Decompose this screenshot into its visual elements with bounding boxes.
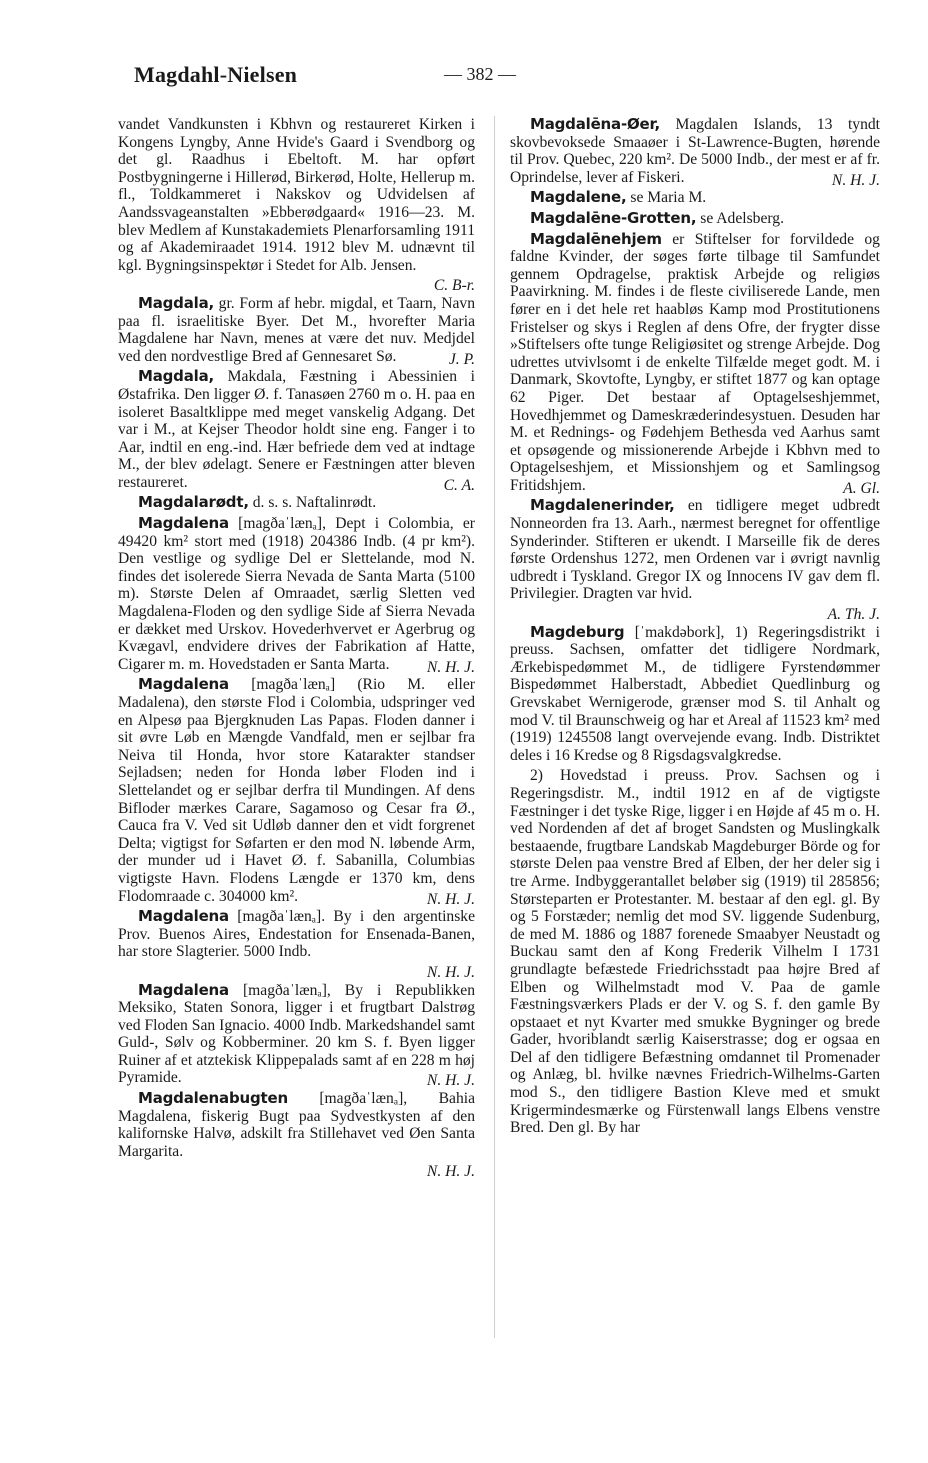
entry-magdalena-mexico: Magdalena [magðaˈlænₐ], By i Republikken Meksiko, Staten Sonora, ligger i et frugtbart Dalstrøg ved Floden San Ignacio. 4000 Indb. Markedshandel samt Guld-, Sølv og Kobberminer. 20 km S. f. Byen ligger Ruiner af et atztekisk Klippepalads samt af en 228 m høj Pyramide. [118, 980, 475, 1087]
signature: A. Th. J. [827, 606, 880, 624]
headword: Magdala, [138, 293, 215, 312]
entry-magdalenabugten: Magdalenabugten [magðaˈlænₐ], Bahia Magdalena, fiskerig Bugt paa Sydvestkysten af den kalifornske Halvø, adskilt fra Stillehavet ved Øen Santa Margarita. [118, 1089, 475, 1160]
headword: Magdalēnehjem [530, 229, 662, 248]
entry-magdalarodt: Magdalarødt, d. s. s. Naftalinrødt. [138, 493, 377, 512]
entry-magdala-1: Magdala, gr. Form af hebr. migdal, et Taarn, Navn paa fl. israelitiske Byer. Det M., hvorefter Maria Magdalene har Navn, menes at være det nuv. Medjdel ved den nordvestlige Bred af Gennesaret Sø. [118, 293, 475, 365]
entry-magdeburg: Magdeburg [ˈmakdəbork], 1) Regeringsdistrikt i preuss. Sachsen, omfatter det tidligere Nordmark, Ærkebispedømmet M., de tidligere Fyrstendømmer Bispedømmet Halberstadt, Abbediet Quedlinburg og Grevskabet Wernigerode, grænser mod S. til Anhalt og mod V. til Braunschweig og har et Areal af 11523 km² med (1919) 1245508 langt overvejende evang. Indb. Distriktet deles i 16 Kredse og 8 Rigsdagsvalgkredse. [510, 622, 880, 764]
entry-magdalena-oer: Magdalēna-Øer, Magdalen Islands, 13 tyndt skovbevoksede Smaaøer i St-Lawrence-Bugten, hørende til Prov. Quebec, 220 km². De 5000 Indb., der mest er af fr. Oprindelse, lever af Fiskeri. [510, 115, 880, 186]
headword: Magdalene, [530, 188, 627, 207]
headword: Magdalenabugten [138, 1089, 288, 1108]
entry-magdalene-grotten: Magdalēne-Grotten, se Adelsberg. [530, 208, 784, 227]
headword: Magdalēne-Grotten, [530, 208, 697, 227]
entry-continuation: vandet Vandkunsten i Kbhvn og restaureret Kirken i Kongens Lyngby, Anne Hvide's Gaard i Svendborg og det gl. Raadhus i Ebeltoft. M. har opført Postbygningerne i Hillerød, Birkerød, Holte, Hellerup m. fl., Toldkammeret i Nakskov og Udvidelsen af Aandssvageanstalten »Ebberødgaard« 1916—23. M. blev Medlem af Kunstakademiets Plenarforsamling 1911 og af Akademiraadet 1914. 1912 blev M. udnævnt til kgl. Bygningsinspektør i Stedet for Alb. Jensen. [118, 116, 475, 274]
signature: N. H. J. [426, 1163, 475, 1181]
signature: N. H. J. [426, 890, 475, 908]
signature: N. H. J. [426, 963, 475, 981]
headword: Magdala, [138, 367, 215, 386]
signature: C. A. [443, 476, 475, 494]
signature: N. H. J. [426, 658, 475, 676]
entry-magdalena-dept: Magdalena [magðaˈlænₐ], Dept i Colombia, er 49420 km² stort med (1918) 204386 Indb. (4 pr km²). Den vestlige og sydlige Del er Slettelande, mod N. findes det isolerede Sierra Nevada de Santa Marta (5100 m). Største Delen af Omraadet, særlig Sletten ved Magdalena-Floden og den sydlige Side af Sierra Nevada er dækket med Urskov. Hovederhvervet er Agerbrug og Kvægavl, endvidere drives der Fabrikation af Hatte, Cigarer m. m. Hovedstaden er Santa Marta. [118, 514, 475, 673]
headword: Magdalena [138, 514, 229, 533]
signature: A. Gl. [843, 479, 880, 497]
page-header [134, 62, 884, 96]
headword: Magdalenerinder, [530, 496, 675, 515]
headword: Magdeburg [530, 622, 625, 641]
entry-magdala-2: Magdala, Makdala, Fæstning i Abessinien i Østafrika. Den ligger Ø. f. Tanasøen 2760 m o. H. paa en isoleret Basaltklippe med meget vanskelig Adgang. Det var i M., at Kejser Theodor holdt sine eng. Fanger i to Aar, indtil en eng.-ind. Hær befriede dem ved at indtage M., der blev ødelagt. Senere er Fæstningen atter bleven restaureret. [118, 367, 475, 491]
signature: N. H. J. [831, 171, 880, 189]
entry-magdalena-river: Magdalena [magðaˈlænₐ] (Rio M. eller Madalena), den største Flod i Colombia, udspringer ved en Alpesø paa Bjergknuden Las Papas. Floden danner i sit øvre Løb en Mængde Vandfald, men er sejlbar fra Neiva til Honda, hvor store Katarakter standser Sejladsen; neden for Honda løber Floden ind i Slettelandet og er sejlbar derfra til Mundingen. Af dens Bifloder mærkes Carare, Sagamoso og Cesar fra Ø., Cauca fra V. Ved sit Udløb danner den et vidt forgrenet Delta; vigtigst for Søfarten er den mod N. løbende Arm, der munder ud i Havet Ø. f. Sabanilla, Columbias vigtigste Havn. Flodens Længde er 1370 km, dens Flodomraade c. 304000 km². [118, 675, 475, 905]
page-number: — 382 — [444, 64, 516, 84]
entry-magdalenehjem: Magdalēnehjem er Stiftelser for forvildede og faldne Kvinder, der søges førte tilbage til Samfundet gennem Opdragelse, praktisk Arbejde og religiøs Paavirkning. M. findes i de fleste civiliserede Lande, men fører en i det hele ret haabløs Kamp mod Prostitutionens Fristelser og skys i Reglen af dens Ofre, der frygter disse »Stiftelsers ofte tunge Religiøsitet og strenge Arbejde. Dog udrettes utvivlsomt i de enkelte Tilfælde meget godt. M. i Danmark, Skovtofte, Lyngby, er stiftet 1877 og kan optage 62 Piger. Det bestaar af Optagelseshjemmet, Hovedhjemmet og Dameskræderindesystuen. Desuden har M. et Rednings- og Fødehjem Bethesda ved Aarhus samt et opsøgende og missionerende Arbejde i Kbhvn med to Optagelseshjem, et Missionshjem og et Samlingsog Fritidshjem. [510, 229, 880, 494]
column-divider [494, 116, 495, 1338]
running-head: Magdahl-Nielsen [134, 62, 298, 87]
headword: Magdalena [138, 907, 229, 926]
right-column [510, 116, 880, 1140]
signature: N. H. J. [426, 1072, 475, 1090]
entry-magdeburg-city: 2) Hovedstad i preuss. Prov. Sachsen og i Regeringsdistr. M., indtil 1912 en af de vigtigste Fæstninger i det tyske Rige, ligger i en Højde af 45 m o. H. ved Nordenden af det af broget Sandsten og Muslingkalk bestaaende, frugtbare Landskab Magdeburger Börde og for største Delen paa venstre Bred af Elben, der her deler sig i tre Arme. Indbyggerantallet beløber sig (1919) til 285856; Størsteparten er Protestanter. M. bestaar af den egl. gl. By og 5 Forstæder; nemlig det mod SV. liggende Sudenburg, de med M. 1886 og 1887 forenede Smaabyer Neustadt og Buckau samt den af Kong Frederik Vilhelm I 1731 grundlagte befæstede Friedrichsstadt paa højre Bred af Elben og Wilhelmstadt mod V. Paa de gamle Fæstningsværkers Plads er der V. og S. f. den gamle By opstaaet et nyt Kvarter med smukke Bygninger og brede Gader, hvoriblandt særlig Kaiserstrasse; dog er ogsaa en Del af den tidligere Befæstning omdannet til Promenader og Anlæg, bl. hvilke nævnes Friedrich-Wilhelms-Garten mod S., den tidligere Bastion Kleve med et smukt Krigermindesmærke og Fürstenwall langs Elbens venstre Bred. Den gl. By har [510, 767, 880, 1137]
entry-magdalene: Magdalene, se Maria M. [530, 188, 707, 207]
entry-magdalena-argentina: Magdalena [magðaˈlænₐ]. By i den argentinske Prov. Buenos Aires, Endestation for Ensenada-Banen, har store Slagterier. 5000 Indb. [118, 907, 475, 961]
headword: Magdalēna-Øer, [530, 115, 661, 133]
entry-magdalenerinder: Magdalenerinder, en tidligere meget udbredt Nonneorden fra 13. Aarh., nærmest beregnet for offentlige Synderinder. Stifteren er ukendt. I Marseille fik de deres første Ordenshus 1272, men Ordenen var i øvrigt navnlig udbredt i Tyskland. Gregor IX og Innocens IV gav dem fl. Privilegier. Dragten var hvid. [510, 496, 880, 603]
headword: Magdalarødt, [138, 493, 249, 512]
headword: Magdalena [138, 675, 229, 694]
signature: C. B-r. [433, 277, 475, 295]
headword: Magdalena [138, 980, 229, 999]
left-column [118, 116, 475, 1181]
signature: J. P. [448, 350, 475, 368]
